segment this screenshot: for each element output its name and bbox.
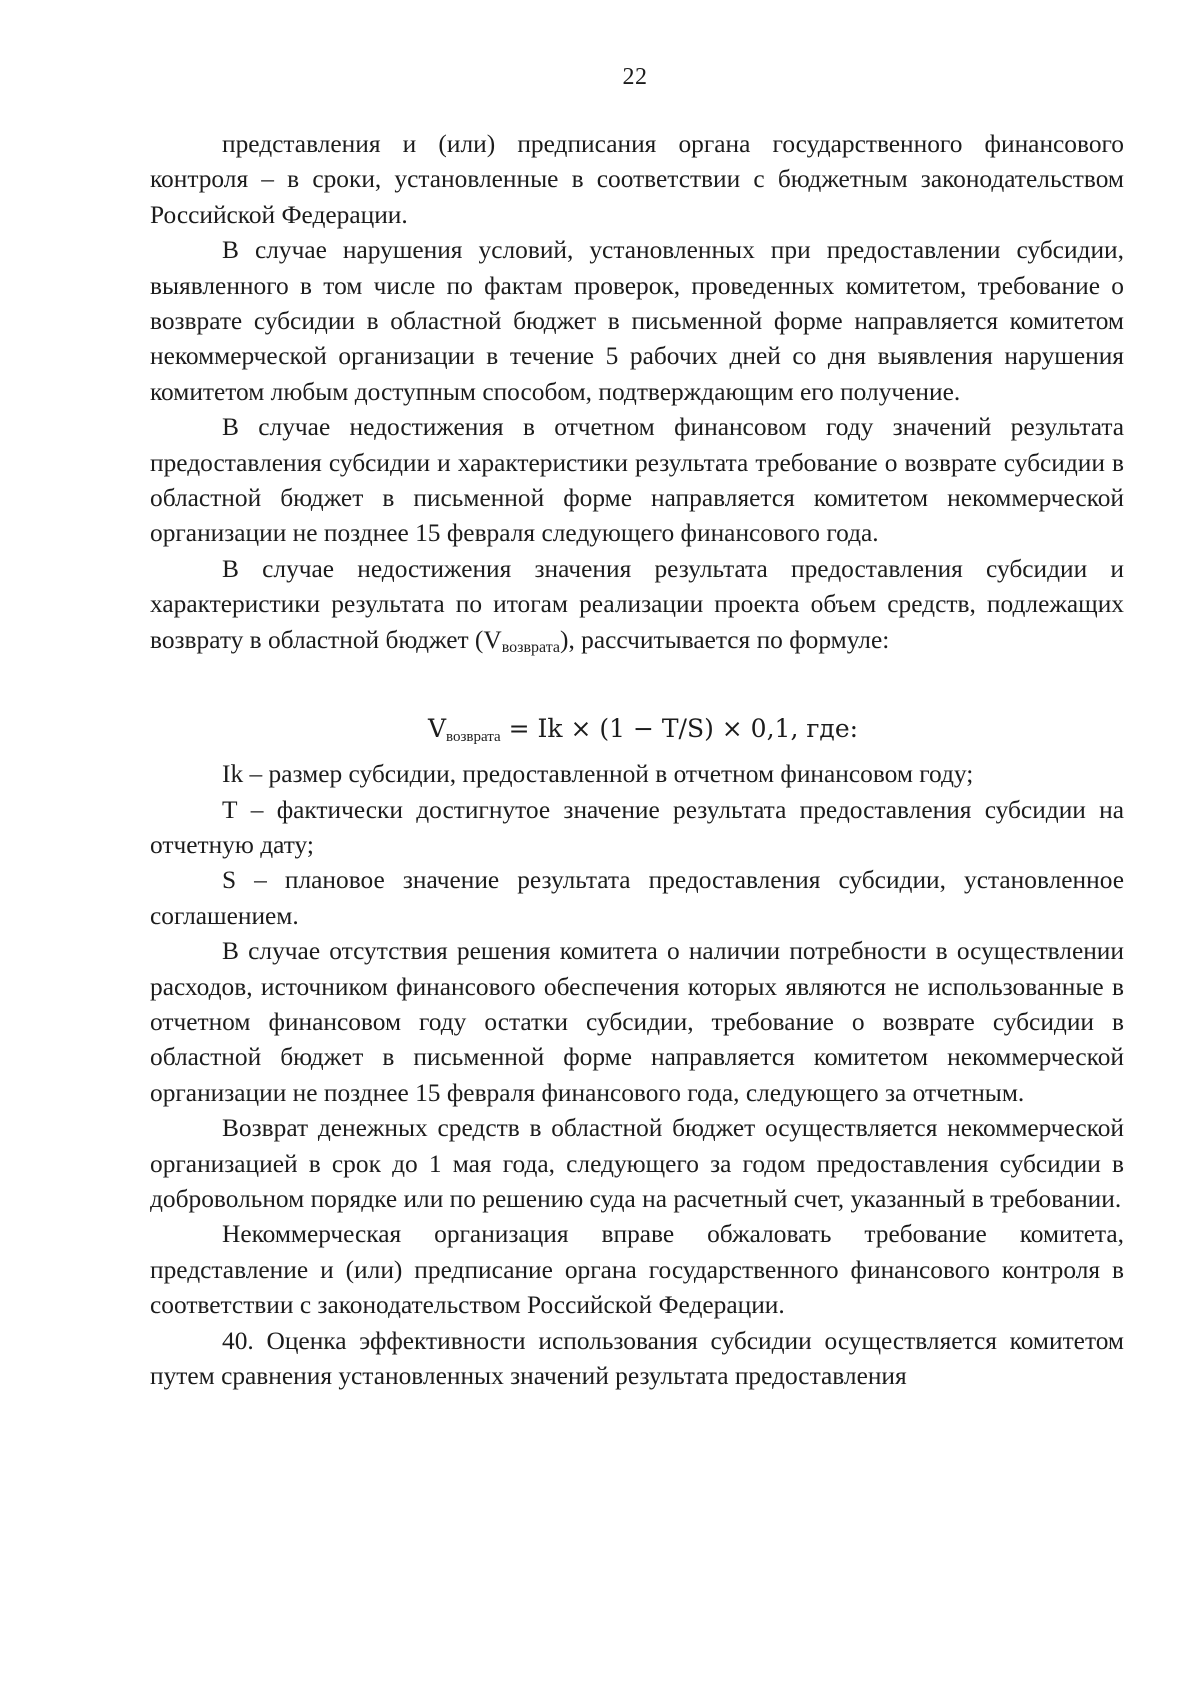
refund-formula (150, 709, 1124, 757)
paragraph-appeal: Некоммерческая организация вправе обжаловать требование комитета, представление и (или) предписание органа государственного финансового контроля в соответствии с законодательством Российской Федерации. (150, 1220, 1124, 1320)
definition-t: Т – фактически достигнутое значение результата предоставления субсидии на отчетную дату; (150, 795, 1124, 859)
formula-definitions (150, 757, 1124, 934)
paragraph-refund-volume-text-b: ), рассчитывается по формуле: (560, 625, 890, 654)
paragraph-continuation: представления и (или) предписания органа государственного финансового контроля – в сроки, установленные в соответствии с бюджетным законодательством Российской Федерации. (150, 130, 1124, 229)
page-number: 22 (622, 64, 648, 90)
paragraph-non-achievement-year: В случае недостижения в отчетном финансовом году значений результата предоставления субсидии и характеристики результата требование о возврате субсидии в областной бюджет в письменной форме направляется комитетом некоммерческой организации не позднее 15 февраля следующего финансового года. (150, 413, 1124, 548)
paragraph-unused-balance: В случае отсутствия решения комитета о наличии потребности в осуществлении расходов, источником финансового обеспечения которых являются не использованные в отчетном финансовом году остатки субсидии, требование о возврате субсидии в областной бюджет в письменной форме направляется комитетом некоммерческой организации не позднее 15 февраля финансового года, следующего за отчетным. (150, 937, 1124, 1107)
formula-subscript: возврата (446, 729, 501, 746)
paragraph-violation-conditions: В случае нарушения условий, установленных при предоставлении субсидии, выявленного в том числе по фактам проверок, проведенных комитетом, требование о возврате субсидии в областной бюджет в письменной форме направляется комитетом некоммерческой организации в течение 5 рабочих дней со дня выявления нарушения комитетом любым доступным способом, подтверждающим его получение. (150, 236, 1124, 406)
definition-ik: Ik – размер субсидии, предоставленной в отчетном финансовом году; (222, 760, 974, 789)
refund-subscript: возврата (501, 638, 561, 656)
definition-s: S – плановое значение результата предоставления субсидии, установленное соглашением. (150, 866, 1124, 930)
paragraph-refund-volume-text-a: В случае недостижения значения результата предоставления субсидии и характеристики результата по итогам реализации проекта объем средств, подлежащих возврату в областной бюджет (V (150, 554, 1124, 654)
paragraph-item-40: 40. Оценка эффективности использования субсидии осуществляется комитетом путем сравнения установленных значений результата предоставления (150, 1326, 1124, 1390)
document-body (150, 127, 1124, 1394)
spacer (150, 665, 1124, 695)
paragraph-refund-volume (150, 552, 1124, 665)
paragraph-refund-deadline: Возврат денежных средств в областной бюджет осуществляется некоммерческой организацией в срок до 1 мая года, следующего за годом предоставления субсидии в добровольном порядке или по решению суда на расчетный счет, указанный в требовании. (150, 1114, 1124, 1213)
formula-variable: V (427, 714, 446, 744)
formula-expression: = Ik × (1 − T/S) × 0,1, где: (500, 714, 859, 744)
